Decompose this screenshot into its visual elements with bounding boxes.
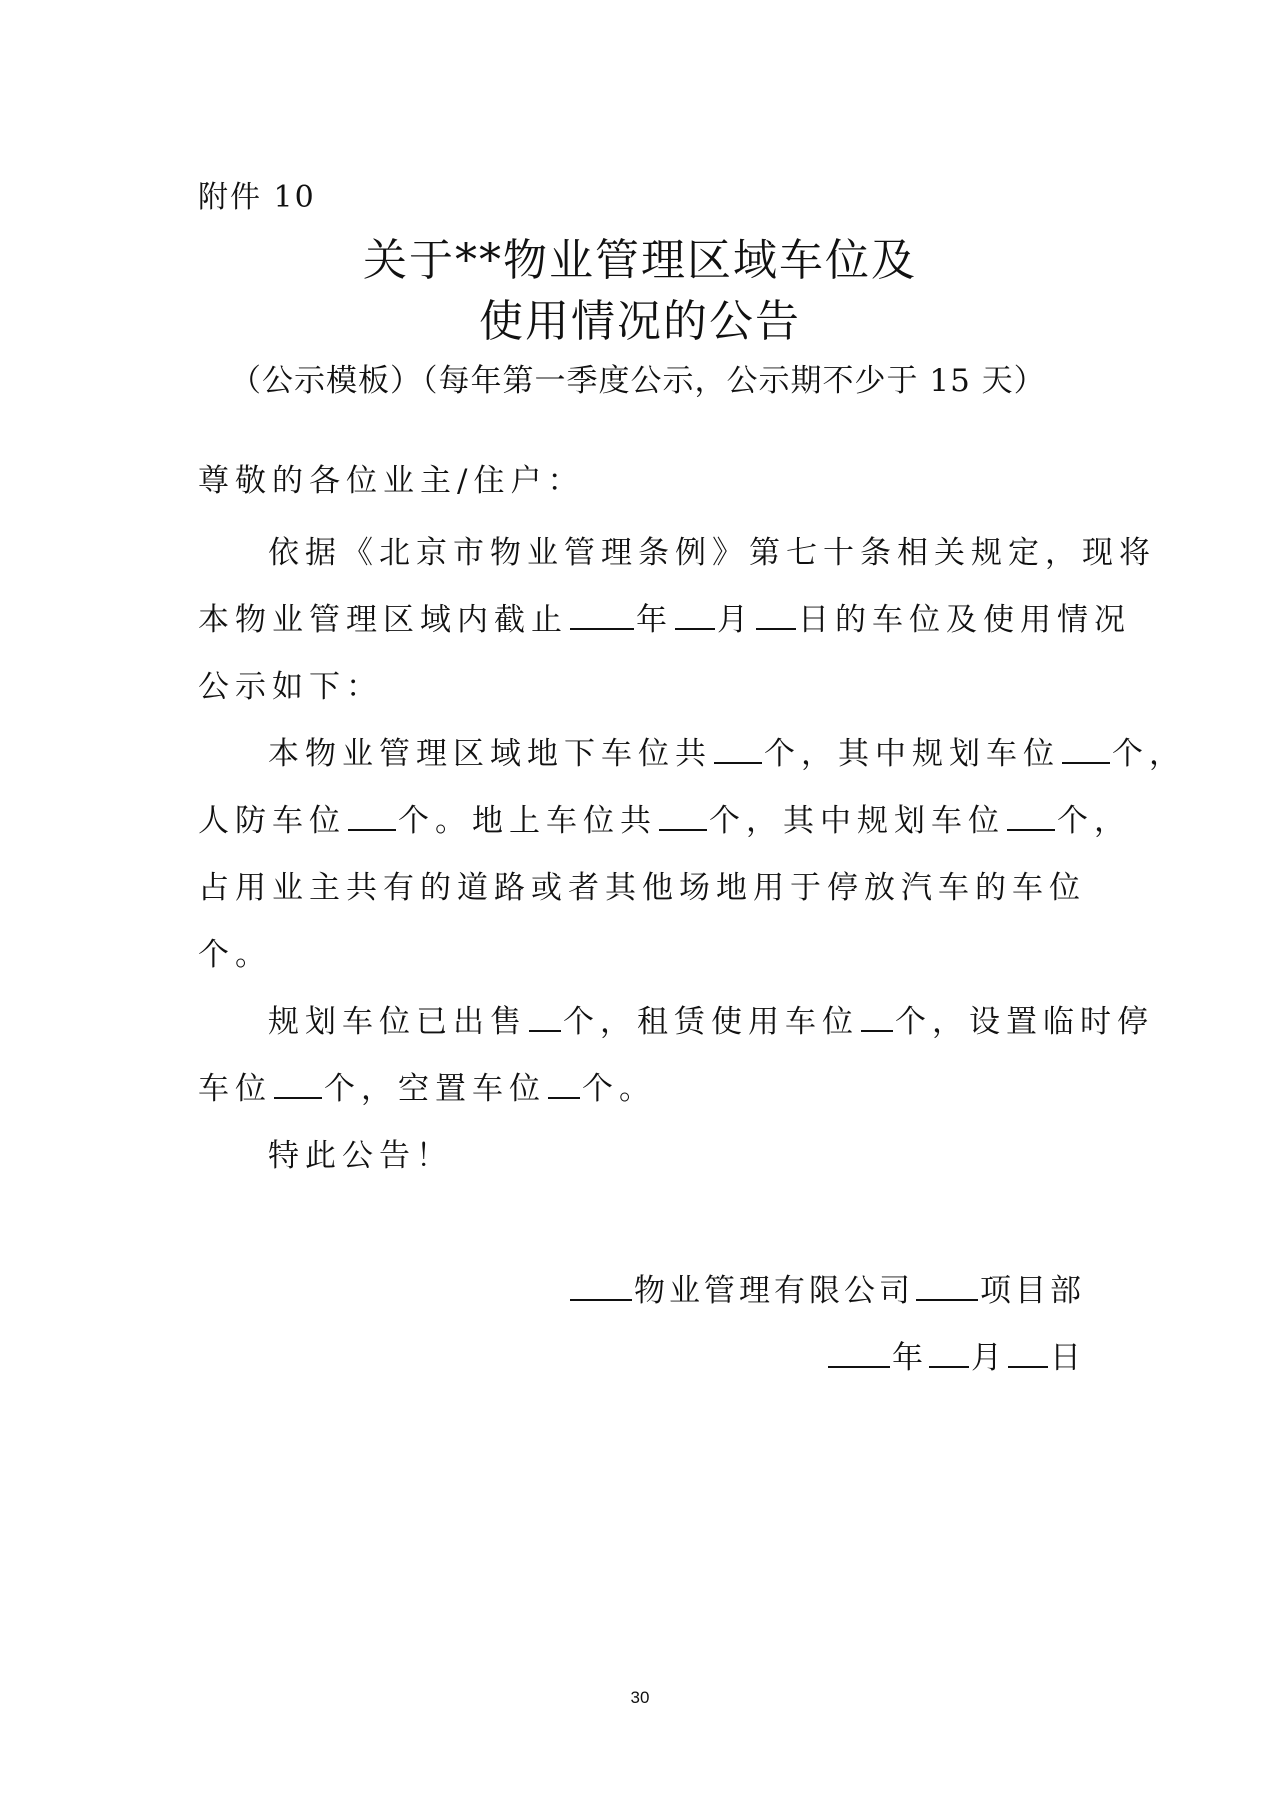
blank-month (675, 600, 715, 630)
para2-text-d: 个。 (198, 937, 272, 973)
blank-ground-planned (1007, 801, 1055, 831)
para2-text-a2: 个，其中规划车位 (764, 736, 1060, 772)
title-line-1: 关于**物业管理区域车位及 (363, 235, 917, 286)
signature-day: 日 (1050, 1340, 1085, 1376)
para2-line2 (198, 795, 1131, 840)
para2-line4 (198, 929, 272, 974)
signature-month: 月 (971, 1340, 1006, 1376)
para2-line1 (268, 728, 1186, 773)
para2-text-b2: 个。地上车位共 (398, 803, 657, 839)
para1-text-b-post: 日的车位及使用情况 (798, 602, 1131, 638)
blank-underground-planned (1062, 734, 1110, 764)
blank-vacant (548, 1069, 580, 1099)
title-line-2: 使用情况的公告 (479, 296, 801, 347)
blank-leased (861, 1002, 893, 1032)
para2-text-b1: 人防车位 (198, 803, 346, 839)
para2-text-a1: 本物业管理区域地下车位共 (268, 736, 712, 772)
para1-year-label: 年 (636, 602, 673, 638)
para2-text-b3: 个，其中规划车位 (709, 803, 1005, 839)
page-number: 30 (630, 1688, 650, 1707)
para1-text-c: 公示如下： (198, 669, 383, 705)
blank-day (756, 600, 796, 630)
signature-company: 物业管理有限公司 (634, 1273, 914, 1309)
attachment-label: 附件 10 (198, 180, 316, 215)
greeting: 尊敬的各位业主/住户： (198, 463, 585, 499)
para3-text-a3: 个，设置临时停 (895, 1004, 1154, 1040)
para2-text-a3: 个， (1112, 736, 1186, 772)
para1-text-b-pre: 本物业管理区域内截止 (198, 602, 568, 638)
signature-year: 年 (892, 1340, 927, 1376)
closing: 特此公告！ (268, 1138, 453, 1174)
blank-civil-defense (348, 801, 396, 831)
para1-line3 (198, 661, 383, 706)
para2-text-c: 占用业主共有的道路或者其他场地用于停放汽车的车位 (198, 870, 1086, 906)
blank-year (570, 600, 634, 630)
para1-month-label: 月 (717, 602, 754, 638)
para1-line1 (268, 527, 1156, 572)
para2-text-b4: 个， (1057, 803, 1131, 839)
para2-line3 (198, 862, 1086, 907)
para3-text-b1: 车位 (198, 1071, 272, 1107)
blank-sign-year (828, 1338, 890, 1368)
para3-text-a2: 个，租赁使用车位 (563, 1004, 859, 1040)
blank-project-name (916, 1271, 978, 1301)
para3-text-b2: 个，空置车位 (324, 1071, 546, 1107)
signature-company-line (0, 1265, 1085, 1310)
signature-dept: 项目部 (980, 1273, 1085, 1309)
blank-company-name (570, 1271, 632, 1301)
blank-sign-day (1008, 1338, 1048, 1368)
para1-line2 (198, 594, 1131, 639)
subtitle: （公示模板）（每年第一季度公示，公示期不少于 15 天） (230, 363, 1046, 399)
para1-text-a: 依据《北京市物业管理条例》第七十条相关规定，现将 (268, 535, 1156, 571)
para3-line1 (268, 996, 1154, 1041)
blank-ground-total (659, 801, 707, 831)
blank-temporary (274, 1069, 322, 1099)
blank-underground-total (714, 734, 762, 764)
para3-line2 (198, 1063, 656, 1108)
signature-date-line (0, 1332, 1085, 1377)
blank-sign-month (929, 1338, 969, 1368)
para3-text-b3: 个。 (582, 1071, 656, 1107)
blank-sold (529, 1002, 561, 1032)
para3-text-a1: 规划车位已出售 (268, 1004, 527, 1040)
